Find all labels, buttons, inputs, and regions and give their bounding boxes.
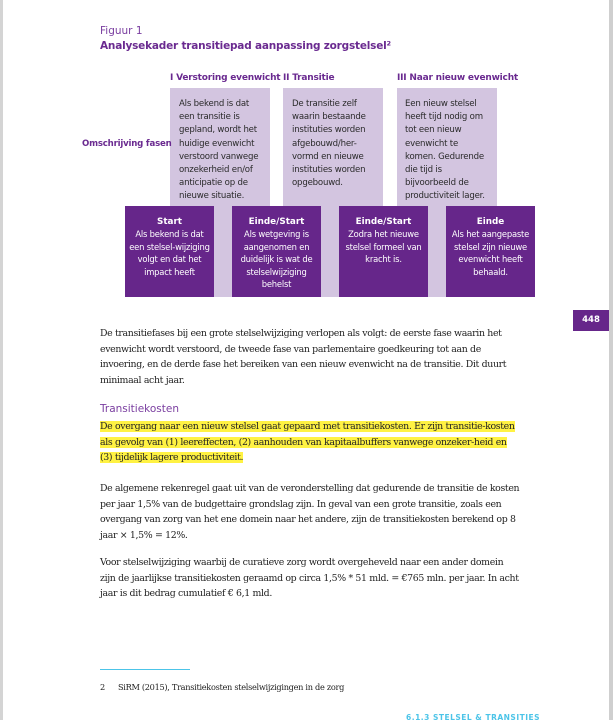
milestone-box-4 — [446, 206, 535, 297]
paragraph-transitiefases: De transitiefases bij een grote stelselwijziging verlopen als volgt: de eerste fase waarin het evenwicht wordt verstoord, de tweede fase van parlementaire goedkeuring tot aan de invoering, en de derde fase het bereiken van een nieuw evenwicht na de transitie. Dit duurt minimaal acht jaar. — [100, 328, 507, 386]
milestone-description: Als bekend is dat een stelsel-wijziging volgt en dat het impact heeft — [129, 229, 210, 277]
milestone-description: Als wetgeving is aangenomen en duidelijk is wat de stelselwijziging behelst — [240, 229, 313, 290]
milestone-title: Einde — [476, 217, 505, 227]
footnote-text: SiRM (2015), Transitiekosten stelselwijzigingen in de zorg — [118, 682, 345, 692]
footnote — [100, 682, 344, 692]
phase-description-2: De transitie zelf waarin bestaande instituties worden afgebouwd/her-vormd en nieuwe instituties worden opgebouwd. — [292, 99, 366, 189]
running-footer: 6.1.3 STELSEL & TRANSITIES — [406, 713, 541, 722]
milestone-box-3 — [339, 206, 428, 297]
row-label: Omschrijving fasen — [82, 139, 172, 149]
milestone-description: Zodra het nieuwe stelsel formeel van kracht is. — [345, 229, 422, 265]
paragraph-curatieve-zorg: Voor stelselwijziging waarbij de curatieve zorg wordt overgeheveld naar een ander domein zijn de jaarlijkse transitiekosten geraamd op circa 1,5% * 51 mld. = €765 mln. per jaar. In acht jaar is dit bedrag cumulatief € 6,1 mld. — [100, 557, 519, 600]
footnote-divider — [100, 669, 190, 670]
milestone-box-2 — [232, 206, 321, 297]
section-heading: Transitiekosten — [100, 403, 179, 415]
figure-label: Figuur 1 — [100, 25, 143, 37]
highlight-text: De overgang naar een nieuw stelsel gaat gepaard met transitiekosten. Er zijn transitie-kosten als gevolg van (1) leereffecten, (2) aanhouden van kapitaalbuffers vanwege onzeker-heid en (3) tijdelijk lagere productiviteit. — [100, 421, 515, 464]
milestone-box-1 — [125, 206, 214, 297]
page-number-badge: 448 — [573, 310, 609, 331]
figure-title: Analysekader transitiepad aanpassing zorgstelsel² — [100, 40, 391, 52]
phase-description-3: Een nieuw stelsel heeft tijd nodig om tot een nieuw evenwicht te komen. Gedurende die tijd is bijvoorbeeld de productiviteit lager. — [405, 99, 485, 202]
milestone-title: Einde/Start — [355, 217, 412, 227]
phase-heading-1: I Verstoring evenwicht — [170, 73, 281, 83]
phase-description-1: Als bekend is dat een transitie is gepland, wordt het huidige evenwicht verstoord vanwege onzekerheid en/of anticipatie op de nieuwe situatie. — [179, 99, 259, 202]
milestone-title: Start — [156, 217, 183, 227]
paragraph-rekenregel: De algemene rekenregel gaat uit van de veronderstelling dat gedurende de transitie de kosten per jaar 1,5% van de budgettaire grondslag zijn. In geval van een grote transitie, zoals een overgang van zorg van het ene domein naar het andere, zijn de transitiekosten berekend op 8 jaar × 1,5% = 12%. — [100, 483, 520, 541]
scrollbar[interactable] — [609, 0, 613, 720]
page-edge-left — [0, 0, 3, 720]
footnote-number: 2 — [100, 682, 105, 692]
phase-heading-3: III Naar nieuw evenwicht — [397, 73, 519, 83]
milestone-title: Einde/Start — [248, 217, 305, 227]
milestone-description: Als het aangepaste stelsel zijn nieuwe evenwicht heeft behaald. — [451, 229, 530, 277]
highlighted-paragraph — [100, 419, 520, 466]
phase-heading-2: II Transitie — [283, 73, 335, 83]
